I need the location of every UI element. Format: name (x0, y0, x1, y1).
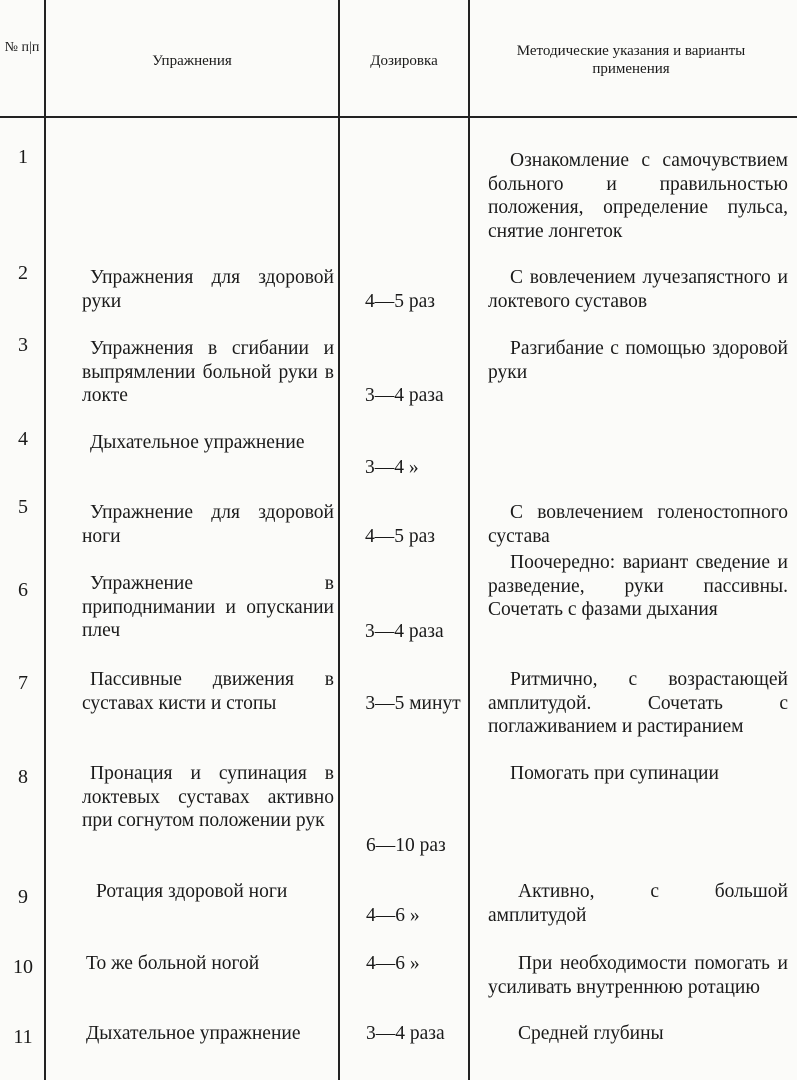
header-notes: Методические указания и варианты применения (516, 43, 746, 77)
row-number: 2 (18, 262, 28, 284)
row-dosage: 4—5 раз (365, 291, 435, 312)
row-number: 1 (18, 146, 28, 168)
row-notes: Разгибание с помощью здоровой руки (488, 338, 788, 383)
row-number: 8 (18, 766, 28, 788)
row-dosage: 3—4 раза (365, 385, 444, 406)
row-notes: Поочередно: вариант сведение и разведение, руки пассивны. Сочетать с фазами дыхания (488, 552, 788, 620)
column-divider (338, 0, 340, 1080)
row-exercise: Ротация здоровой ноги (96, 881, 288, 902)
row-exercise: Пассивные движения в суставах кисти и стопы (82, 669, 334, 714)
row-notes: Активно, с большой амплитудой (488, 881, 788, 926)
row-notes: С вовлечением лучезапястного и локтевого суставов (488, 267, 788, 312)
row-dosage: 3—4 раза (365, 621, 444, 642)
row-dosage: 4—6 » (366, 905, 420, 926)
row-exercise: То же больной ногой (86, 953, 260, 974)
row-dosage: 4—5 раз (365, 526, 435, 547)
row-number: 4 (18, 428, 28, 450)
row-number: 7 (18, 672, 28, 694)
row-exercise: Упражнения для здоровой руки (82, 267, 334, 312)
row-notes: Помогать при супинации (510, 763, 719, 784)
header-exercises: Упражнения (152, 53, 232, 69)
row-number: 10 (13, 956, 33, 978)
row-notes: С вовлечением голеностопного сустава (488, 502, 788, 547)
row-dosage: 3—4 раза (366, 1023, 445, 1044)
row-exercise: Пронация и супинация в локтевых суставах активно при согнутом положении рук (82, 763, 334, 831)
row-dosage: 3—4 » (365, 457, 419, 478)
header-dosage: Дозировка (370, 53, 438, 69)
row-notes: Ритмично, с возрастающей амплитудой. Сочетать с поглаживанием и растиранием (488, 669, 788, 737)
row-exercise: Упражнение для здоровой ноги (82, 502, 334, 547)
column-divider (44, 0, 46, 1080)
row-number: 3 (18, 334, 28, 356)
row-dosage: 3—5 минут (365, 693, 461, 714)
row-dosage: 4—6 » (366, 953, 420, 974)
header-num: № п|п (4, 40, 40, 55)
row-exercise: Упражнение в приподнимании и опускании плеч (82, 573, 334, 641)
row-exercise: Дыхательное упражнение (86, 1023, 301, 1044)
row-notes: Средней глубины (518, 1023, 664, 1044)
header-rule (0, 116, 797, 118)
row-dosage: 6—10 раз (366, 835, 446, 856)
row-notes: При необходимости помогать и усиливать внутреннюю ротацию (488, 953, 788, 998)
row-exercise: Упражнения в сгибании и выпрямлении больной руки в локте (82, 338, 334, 406)
row-number: 9 (18, 886, 28, 908)
row-number: 11 (13, 1026, 33, 1048)
row-notes: Ознакомление с самочувствием больного и правильностью положения, определение пульса, снятие лонгеток (488, 150, 788, 242)
row-number: 5 (18, 496, 28, 518)
row-exercise: Дыхательное упражнение (90, 432, 305, 453)
row-number: 6 (18, 579, 28, 601)
